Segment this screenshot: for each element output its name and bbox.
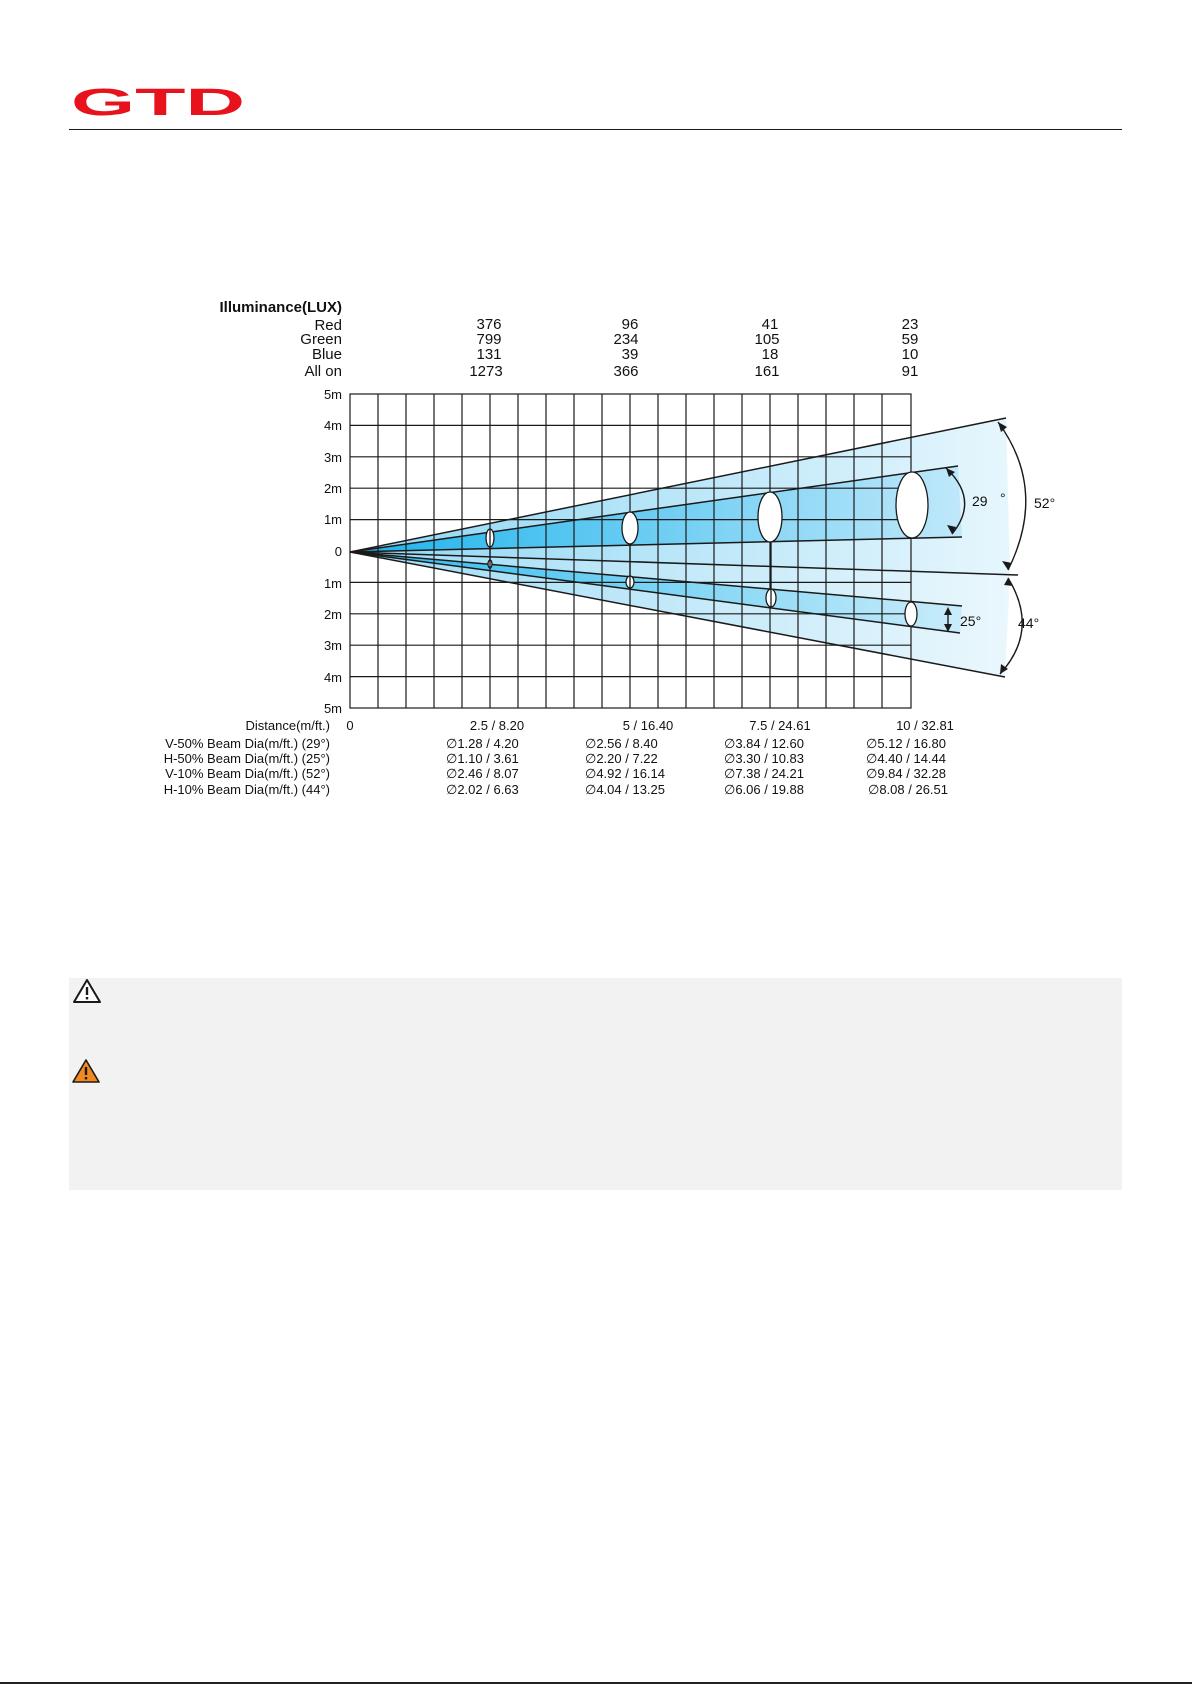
angle-label-h10: 44°: [1018, 615, 1040, 631]
y-tick-label: 1m: [323, 512, 342, 527]
h50-section: [905, 602, 917, 626]
beam-row-h50: [164, 751, 946, 766]
illuminance-row-label: Green: [300, 331, 342, 348]
beam-value: ∅1.28 / 4.20: [446, 736, 519, 751]
warning-outline-icon: [72, 978, 102, 1004]
distance-zero: 0: [346, 718, 354, 733]
angle-label-v50-number: 29: [972, 493, 988, 509]
beam-value: ∅3.30 / 10.83: [724, 751, 804, 766]
y-tick-label: 2m: [323, 607, 342, 622]
v50-section: [758, 492, 782, 542]
lux-value: 376: [476, 316, 502, 333]
lux-value: 105: [754, 331, 780, 348]
distance-value: 10 / 32.81: [896, 718, 954, 733]
beam-value: ∅9.84 / 32.28: [866, 766, 946, 781]
beam-row-v10: [165, 766, 946, 781]
lux-value: 18: [761, 346, 779, 363]
beam-angle-diagram: [0, 0, 1192, 820]
y-tick-label: 4m: [323, 418, 342, 433]
illuminance-row-all-on: [304, 363, 918, 380]
beam-value: ∅8.08 / 26.51: [868, 782, 948, 797]
y-tick-label: 5m: [323, 387, 342, 402]
lux-value: 41: [761, 316, 779, 333]
lux-value: 234: [613, 331, 639, 348]
distance-value: 2.5 / 8.20: [469, 718, 525, 733]
beam-diameter-rows: [164, 736, 948, 797]
distance-value: 5 / 16.40: [622, 718, 674, 733]
angle-label-v50-degree: °: [1000, 490, 1006, 506]
y-tick-label: 0: [334, 544, 342, 559]
y-axis-labels: [324, 387, 342, 716]
lux-value: 96: [621, 316, 639, 333]
notes-panel: [69, 978, 1122, 1190]
distance-value: 7.5 / 24.61: [749, 718, 811, 733]
warning-filled-icon: [71, 1058, 101, 1084]
lux-value: 1273: [469, 363, 503, 380]
beam-value: ∅6.06 / 19.88: [724, 782, 804, 797]
lux-value: 10: [901, 346, 919, 363]
y-tick-label: 2m: [323, 481, 342, 496]
illuminance-title: Illuminance(LUX): [219, 299, 342, 316]
distance-label: Distance(m/ft.): [245, 718, 330, 733]
v50-section: [622, 512, 638, 544]
lux-value: 366: [613, 363, 639, 380]
beam-value: ∅2.02 / 6.63: [446, 782, 519, 797]
beam-value: ∅1.10 / 3.61: [446, 751, 519, 766]
y-tick-label: 5m: [323, 701, 342, 716]
angle-label-h50: 25°: [960, 613, 982, 629]
beam-value: ∅4.92 / 16.14: [585, 766, 665, 781]
beam-value: ∅4.04 / 13.25: [585, 782, 665, 797]
y-tick-label: 1m: [323, 576, 342, 591]
beam-value: ∅2.20 / 7.22: [585, 751, 658, 766]
lux-value: 39: [621, 346, 639, 363]
beam-value: ∅5.12 / 16.80: [866, 736, 946, 751]
y-tick-label: 3m: [323, 450, 342, 465]
lux-value: 23: [901, 316, 919, 333]
lux-value: 91: [901, 363, 919, 380]
svg-text:GTD: GTD: [71, 86, 246, 118]
lux-value: 161: [754, 363, 780, 380]
illuminance-row-blue: [312, 346, 918, 363]
illuminance-row-label: Red: [314, 317, 342, 334]
footer-divider: [0, 1682, 1192, 1684]
beam-row-label: V-10% Beam Dia(m/ft.) (52°): [165, 766, 330, 781]
illuminance-row-label: All on: [304, 363, 342, 380]
y-tick-label: 3m: [323, 638, 342, 653]
distance-row: [245, 718, 953, 733]
beam-row-h10: [164, 782, 948, 797]
beam-value: ∅7.38 / 24.21: [724, 766, 804, 781]
beam-row-label: H-50% Beam Dia(m/ft.) (25°): [163, 751, 330, 766]
y-tick-label: 4m: [323, 670, 342, 685]
illuminance-row-green: [300, 331, 918, 348]
v50-section: [896, 472, 928, 538]
beam-row-label: H-10% Beam Dia(m/ft.) (44°): [163, 782, 330, 797]
beam-value: ∅3.84 / 12.60: [724, 736, 804, 751]
beam-value: ∅4.40 / 14.44: [866, 751, 946, 766]
illuminance-row-label: Blue: [311, 346, 342, 363]
beam-value: ∅2.56 / 8.40: [585, 736, 658, 751]
lux-value: 799: [476, 331, 502, 348]
angle-label-v10: 52°: [1034, 495, 1056, 511]
lux-value: 59: [901, 331, 919, 348]
beam-row-label: V-50% Beam Dia(m/ft.) (29°): [165, 736, 330, 751]
beam-row-v50: [165, 736, 946, 751]
lux-value: 131: [476, 346, 502, 363]
beam-value: ∅2.46 / 8.07: [446, 766, 519, 781]
